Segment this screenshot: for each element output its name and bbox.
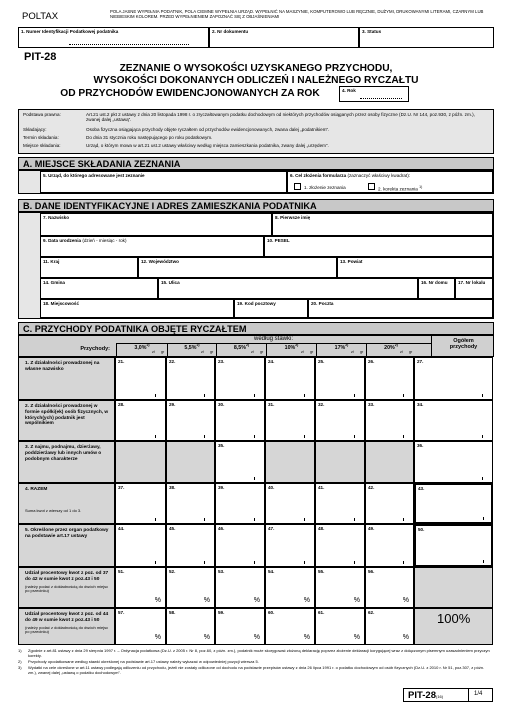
street-field[interactable]: 15. Ulica [158, 278, 418, 299]
amount-field[interactable]: 56. % [365, 567, 414, 608]
amount-field[interactable]: 33. [365, 400, 414, 441]
section-a-title: A. MIEJSCE SKŁADANIA ZEZNANIA [18, 157, 494, 170]
rate-col-4: 17%$^{2)}$ zł gr [316, 343, 366, 357]
income-table-header [18, 335, 494, 357]
shaded-cell [265, 441, 315, 483]
amount-field[interactable]: 46. [215, 524, 265, 567]
option-correction-checkbox[interactable] [368, 183, 375, 190]
amount-field[interactable]: 31. [265, 400, 315, 441]
col-total: Ogółem przychody [431, 336, 495, 356]
footer-form-code: PIT-28 [408, 690, 436, 701]
amount-field[interactable]: 29. [166, 400, 215, 441]
municipality-field[interactable]: 14. Gmina [40, 278, 158, 299]
amount-field[interactable]: 38. [166, 483, 215, 524]
pesel-field[interactable]: 10. PESEL [264, 236, 493, 257]
amount-field[interactable]: 52. % [166, 567, 215, 608]
amount-field[interactable]: 25. [315, 357, 365, 400]
country-field[interactable]: 11. Kraj [40, 257, 138, 278]
option-filing-label: 1. złożenie zeznania [304, 185, 346, 190]
amount-field[interactable]: 27. [414, 357, 493, 400]
amount-field[interactable]: 35. [215, 441, 265, 483]
rate-col-3: 10%$^{2)}$ zł gr [266, 343, 316, 357]
rate-col-2: 8,5%$^{2)}$ zł gr [216, 343, 266, 357]
year-field[interactable]: 4. Rok [339, 86, 409, 102]
amount-field[interactable]: 62. % [365, 608, 414, 645]
form-title-2: WYSOKOŚCI DOKONANYCH ODLICZEŃ I NALEŻNEGO RYCZAŁTU [93, 75, 419, 86]
instructions: POLA JASNE WYPEŁNIA PODATNIK, POLA CIEMNE WYPEŁNIA URZĄD. WYPEŁNIĆ NA MASZYNIE, KOMPUTEROWO LUB RĘCZNIE, DUŻYMI, DRUKOWANYMI LITERAMI, CZARNYM LUB NIEBIESKIM KOLOREM. PRZED WYPEŁNIENIEM ZAPOZNAĆ SIĘ Z OBJAŚNIENIAMI [110, 9, 484, 19]
amount-field[interactable]: 51. % [115, 567, 166, 608]
amount-field[interactable]: 43. [414, 483, 493, 524]
post-office-field[interactable]: 20. Poczta [308, 299, 493, 318]
shaded-cell [315, 441, 365, 483]
tax-office-field[interactable]: 5. Urząd, do którego adresowane jest zeznanie [40, 171, 287, 193]
amount-field[interactable]: 21. [115, 357, 166, 400]
form-code: PIT-28 [24, 51, 57, 63]
amount-field[interactable]: 30. [215, 400, 265, 441]
birth-date-field[interactable]: 9. Data urodzenia (dzień - miesiąc - rok) [40, 236, 264, 257]
footer-version: (16) [436, 694, 444, 699]
amount-field[interactable]: 47. [265, 524, 315, 567]
option-filing-checkbox[interactable] [294, 183, 301, 190]
row-label-5: 5. Określone przez organ podatkowy na podstawie art.17 ustawy [18, 524, 115, 567]
hundred-percent: 100% [437, 611, 471, 626]
section-b-title: B. DANE IDENTYFIKACYJNE I ADRES ZAMIESZKANIA PODATNIKA [18, 199, 494, 212]
voivodeship-field[interactable]: 12. Województwo [138, 257, 337, 278]
footer-badge [403, 688, 493, 702]
row-label-1: 1. Z działalności prowadzonej na własne nazwisko [18, 357, 115, 400]
amount-field[interactable]: 44. [115, 524, 166, 567]
amount-field[interactable]: 57. % [115, 608, 166, 645]
row-label-4: 4. RAZEM Suma kwot z wierszy od 1 do 3. [18, 483, 115, 524]
rate-col-1: 5,5%$^{2)}$ zł gr [167, 343, 216, 357]
brand: POLTAX [22, 11, 59, 22]
shaded-cell [414, 567, 493, 608]
amount-field[interactable]: 32. [315, 400, 365, 441]
footnote-1: 1) Zgodnie z art.81 ustawy z dnia 29 sierpnia 1997 r. – Ordynacja podatkowa (Dz.U. z 2005 r. Nr 8, poz.60, z późn. zm.), podatnik może skorygować złożoną deklarację poprzez złożenie deklaracji korygującej wraz z dołączonym pisemnym uzasadnieniem przyczyn korekty. [18, 648, 490, 658]
amount-field[interactable]: 53. % [215, 567, 265, 608]
amount-field[interactable]: 22. [166, 357, 215, 400]
rate-col-0: 3,0%$^{2)}$ zł gr [116, 343, 167, 357]
status-field: 3. Status [359, 27, 494, 48]
purpose-field: 6. Cel złożenia formularza (zaznaczyć właściwy kwadrat): 1. złożenie zeznania 2. korekta zeznania $^{1)}$ [287, 171, 493, 193]
amount-field[interactable]: 40. [265, 483, 315, 524]
amount-field[interactable]: 39. [215, 483, 265, 524]
row-label-6: Udział procentowy kwot z poz. od 37 do 42 w sumie kwot z poz.43 i 50 (należy podać z dokładnością do dwóch miejsc po przecinku) [18, 567, 115, 608]
house-number-field[interactable]: 16. Nr domu [418, 278, 455, 299]
surname-field[interactable]: 7. Nazwisko [40, 213, 272, 236]
row-label-3: 3. Z najmu, podnajmu, dzierżawy, poddzierżawy lub innych umów o podobnym charakterze [18, 441, 115, 483]
rate-col-5: 20%$^{2)}$ zł gr [366, 343, 415, 357]
row-label-7: Udział procentowy kwot z poz. od 44 do 49 w sumie kwot z poz.43 i 50 (należy podać z dokładnością do dwóch miejsc po przecinku) [18, 608, 115, 645]
county-field[interactable]: 13. Powiat [337, 257, 493, 278]
amount-field[interactable]: 24. [265, 357, 315, 400]
section-c-title: C. PRZYCHODY PODATNIKA OBJĘTE RYCZAŁTEM [18, 322, 494, 335]
amount-field[interactable]: 54. % [265, 567, 315, 608]
amount-field[interactable]: 49. [365, 524, 414, 567]
footnote-3: 3) Wydatki na cele określone w art.11 ustawy podlegają odliczeniu od przychodu, jeżeli nie zostały odliczone od dochodu na podstawie przepisów ustawy z dnia 26 lipca 1991 r. o podatku dochodowym od osób fizycznych (Dz.U. z 2010 r. Nr 51, poz.307, z późn. zm.), zwanej dalej „ustawą o podatku dochodowym”. [18, 665, 485, 675]
shaded-cell [365, 441, 414, 483]
amount-field[interactable]: 37. [115, 483, 166, 524]
amount-field[interactable]: 50. [414, 524, 493, 567]
amount-field[interactable]: 60. % [265, 608, 315, 645]
nip-field[interactable]: 1. Numer Identyfikacji Podatkowej podatnika [18, 27, 209, 48]
form-title-3: OD PRZYCHODÓW EWIDENCJONOWANYCH ZA ROK [60, 88, 320, 99]
city-field[interactable]: 18. Miejscowość [40, 299, 234, 318]
page-number: 1/4 [474, 691, 483, 697]
amount-field[interactable]: 61. % [315, 608, 365, 645]
amount-field[interactable]: 48. [315, 524, 365, 567]
legal-info: Podstawa prawna: Art.21 ust.2 pkt 2 ustawy z dnia 20 listopada 1998 r. o zryczałtowanym podatku dochodowym od niektórych przychodów osiąganych przez osoby fizyczne (Dz.U. Nr 144, poz.930, z późn. zm.), zwanej dalej „ustawą”. Składający: Osoba fizyczna osiągająca przychody objęte ryczałtem od przychodów ewidencjonowanych, zwana dalej „podatnikiem”. Termin składania: Do dnia 31 stycznia roku następującego po roku podatkowym. Miejsce składania: Urząd, o którym mowa w art.21 ust.2 ustawy właściwy według miejsca zamieszkania podatnika, zwany dalej „urzędem”. [18, 109, 494, 154]
amount-field[interactable]: 28. [115, 400, 166, 441]
amount-field[interactable]: 36. [414, 441, 493, 483]
footnote-2: 2) Przychody opodatkowane według stawki określonej na podstawie art.17 ustawy należy wykazać w odpowiedniej pozycji wiersza 5. [18, 659, 259, 664]
amount-field[interactable]: 55. % [315, 567, 365, 608]
first-name-field[interactable]: 8. Pierwsze imię [272, 213, 493, 236]
shaded-cell [115, 441, 166, 483]
apartment-number-field[interactable]: 17. Nr lokalu [455, 278, 493, 299]
form-title-1: ZEZNANIE O WYSOKOŚCI UZYSKANEGO PRZYCHODU, [119, 63, 393, 74]
amount-field[interactable]: 59. % [215, 608, 265, 645]
amount-field[interactable]: 26. [365, 357, 414, 400]
amount-field[interactable]: 23. [215, 357, 265, 400]
postal-code-field[interactable]: 19. Kod pocztowy [234, 299, 308, 318]
amount-field[interactable]: 45. [166, 524, 215, 567]
option-correction-label: 2. korekta zeznania $^{1)}$ [378, 185, 423, 192]
amount-field[interactable]: 34. [414, 400, 493, 441]
rates-header: według stawki: [253, 336, 294, 342]
amount-field[interactable]: 42. [365, 483, 414, 524]
amount-field[interactable]: 41. [315, 483, 365, 524]
row-label-2: 2. Z działalności prowadzonej w formie spółki(ek) osób fizycznych, w których(ych) podatnik jest wspólnikiem [18, 400, 115, 441]
shaded-cell [166, 441, 215, 483]
col-przychody: Przychody: [80, 346, 110, 352]
amount-field[interactable]: 58. % [166, 608, 215, 645]
document-number-field: 2. Nr dokumentu [209, 27, 359, 48]
